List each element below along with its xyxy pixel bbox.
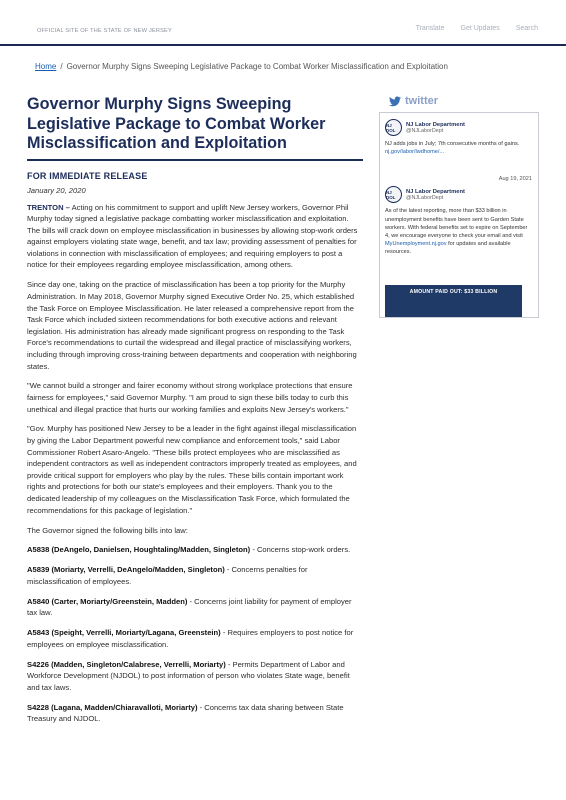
bill-item — [27, 596, 363, 619]
tweet-date[interactable]: Aug 19, 2021 — [498, 176, 532, 183]
breadcrumb — [35, 62, 448, 71]
bill-id: A5839 (Moriarty, Verrelli, DeAngelo/Madden, Singleton) — [27, 565, 225, 575]
bill-id: A5838 (DeAngelo, Danielsen, Houghtaling/Madden, Singleton) — [27, 545, 251, 555]
tweet-author — [406, 189, 465, 201]
account-name[interactable]: NJ Labor Department — [406, 121, 465, 128]
article-body — [27, 202, 363, 726]
tweet-header — [385, 119, 533, 136]
lead-text: Acting on his commitment to support and uplift New Jersey workers, Governor Phil Murphy today signed a legislative package combatting worker misclassification and exploitation. The bills will crack down on employee misclassification in businesses by allowing stop-work orders against employers violating state wage, benefit, and tax law; providing assessment of penalties for violations in connection with misclassification of employees; and requiring employers to post a notice for their employees regarding employee misclassification, among others. — [27, 202, 358, 270]
account-name[interactable]: NJ Labor Department — [406, 188, 465, 195]
page-title: Governor Murphy Signs Sweeping Legislative Package to Combat Worker Misclassification and Exploitation — [27, 95, 363, 161]
twitter-timeline[interactable] — [379, 112, 539, 318]
bill-item — [27, 544, 363, 556]
bill-item — [27, 659, 363, 694]
paragraph-4: "Gov. Murphy has positioned New Jersey to be a leader in the fight against illegal misclassification by giving the Labor Department powerful new compliance and enforcement tools," said Labor Commissioner Robert Asaro-Angelo. "These bills protect employees who are misclassified as independent contractors as well as independent contractors improperly treated as employees, and provide critical support for employers who play by the rules. These bills contain important work rights and protections for both our state's employees and their employers. Thank you to the dedicated leadership of my colleagues on the Misclassification Task Force, which formulated the recommendations for this package of legislation." — [27, 424, 357, 515]
bill-desc: - Concerns tax data sharing between State Treasury and NJDOL. — [27, 702, 344, 724]
release-date: January 20, 2020 — [27, 185, 86, 195]
bill-id: S4226 (Madden, Singleton/Calabrese, Verrelli, Moriarty) — [27, 659, 226, 669]
paragraph-2: Since day one, taking on the practice of misclassification has been a top priority for the Murphy Administration. In May 2018, Governor Murphy signed Executive Order No. 25, which established the Task Force on Employee Misclassification. He later released a comprehensive report from the Task Force which included sixteen recommendations for both executive actions and relevant legislation. His administration has already made significant progress on responding to the Task Force's recommendations to curtail the widespread and illegal practice of misclassifying workers, including through improving cross-training between departments and cooperation with neighboring states. — [27, 280, 357, 371]
twitter-bird-icon — [389, 96, 401, 107]
tweet-link[interactable]: nj.gov/labor/lwdhome/... — [385, 149, 445, 156]
get-updates-link[interactable]: Get Updates — [460, 25, 500, 32]
bill-item — [27, 702, 363, 725]
breadcrumb-home-link[interactable]: Home — [35, 62, 57, 71]
tweet-body: As of the latest reporting, more than $33 billion in unemployment benefits have been sent to Garden State workers. With federal benefits set to expire on September 4, we encourage everyone to check your email and visit — [385, 208, 528, 240]
account-handle[interactable]: @NJLaborDept — [406, 194, 444, 201]
bill-desc: - Concerns stop-work orders. — [250, 545, 351, 555]
twitter-header[interactable] — [389, 95, 539, 107]
bill-id: A5843 (Speight, Verrelli, Moriarty/Lagana, Greenstein) — [27, 628, 221, 638]
paragraph-5: The Governor signed the following bills into law: — [27, 525, 188, 535]
translate-link[interactable]: Translate — [415, 25, 445, 32]
release-label: FOR IMMEDIATE RELEASE — [27, 170, 148, 181]
twitter-label: twitter — [405, 95, 438, 107]
tweet-body: NJ adds jobs in July; 7th consecutive months of gains. — [385, 141, 520, 147]
bill-desc: - Concerns penalties for misclassification of employees. — [27, 565, 308, 586]
tweet-text — [385, 140, 533, 156]
account-handle[interactable]: @NJLaborDept — [406, 127, 444, 134]
official-site-label: OFFICIAL SITE OF THE STATE OF NEW JERSEY — [37, 28, 172, 34]
search-link[interactable]: Search — [515, 25, 538, 32]
tweet-link[interactable]: MyUnemployment.nj.gov — [385, 241, 447, 248]
tweet-body-end: for updates and available resources. — [385, 241, 511, 256]
tweet-image[interactable] — [385, 285, 522, 318]
avatar[interactable]: NJ DOL — [385, 186, 402, 203]
tweet-header — [385, 186, 533, 203]
bill-desc: - Concerns joint liability for payment of employer tax law. — [27, 596, 352, 618]
tweet-author — [406, 122, 465, 134]
bill-id: A5840 (Carter, Moriarty/Greenstein, Madden) — [27, 596, 188, 606]
bill-item — [27, 564, 363, 587]
dateline: TRENTON – — [27, 202, 70, 212]
twitter-sidebar — [379, 95, 539, 318]
site-header — [0, 0, 566, 46]
paragraph-3: "We cannot build a stronger and fairer economy without strong workplace protections that ensure fairness for employees," said Governor Murphy. "I am proud to sign these bills today to curb this unethical and illegal practice that hurts our working families and exploits New Jersey's workers." — [27, 381, 353, 414]
breadcrumb-current: Governor Murphy Signs Sweeping Legislative Package to Combat Worker Misclassification and Exploitation — [66, 62, 448, 71]
bill-desc: - Permits Department of Labor and Workforce Development (NJDOL) to post information of person who violates State wage, benefit and tax laws. — [27, 659, 350, 692]
bill-desc: - Requires employers to post notice for employees on employee misclassification. — [27, 628, 354, 649]
tweet[interactable] — [380, 113, 538, 156]
tweet-text — [385, 207, 533, 256]
lead-paragraph — [27, 202, 363, 272]
tweet[interactable] — [380, 182, 538, 256]
bill-item — [27, 627, 363, 650]
breadcrumb-separator: / — [60, 62, 63, 71]
top-nav — [416, 25, 538, 32]
tweet-image-title: AMOUNT PAID OUT: $33 BILLION — [409, 289, 498, 295]
avatar[interactable]: NJ DOL — [385, 119, 402, 136]
article — [27, 95, 363, 733]
bill-id: S4228 (Lagana, Madden/Chiaravalloti, Moriarty) — [27, 702, 198, 712]
